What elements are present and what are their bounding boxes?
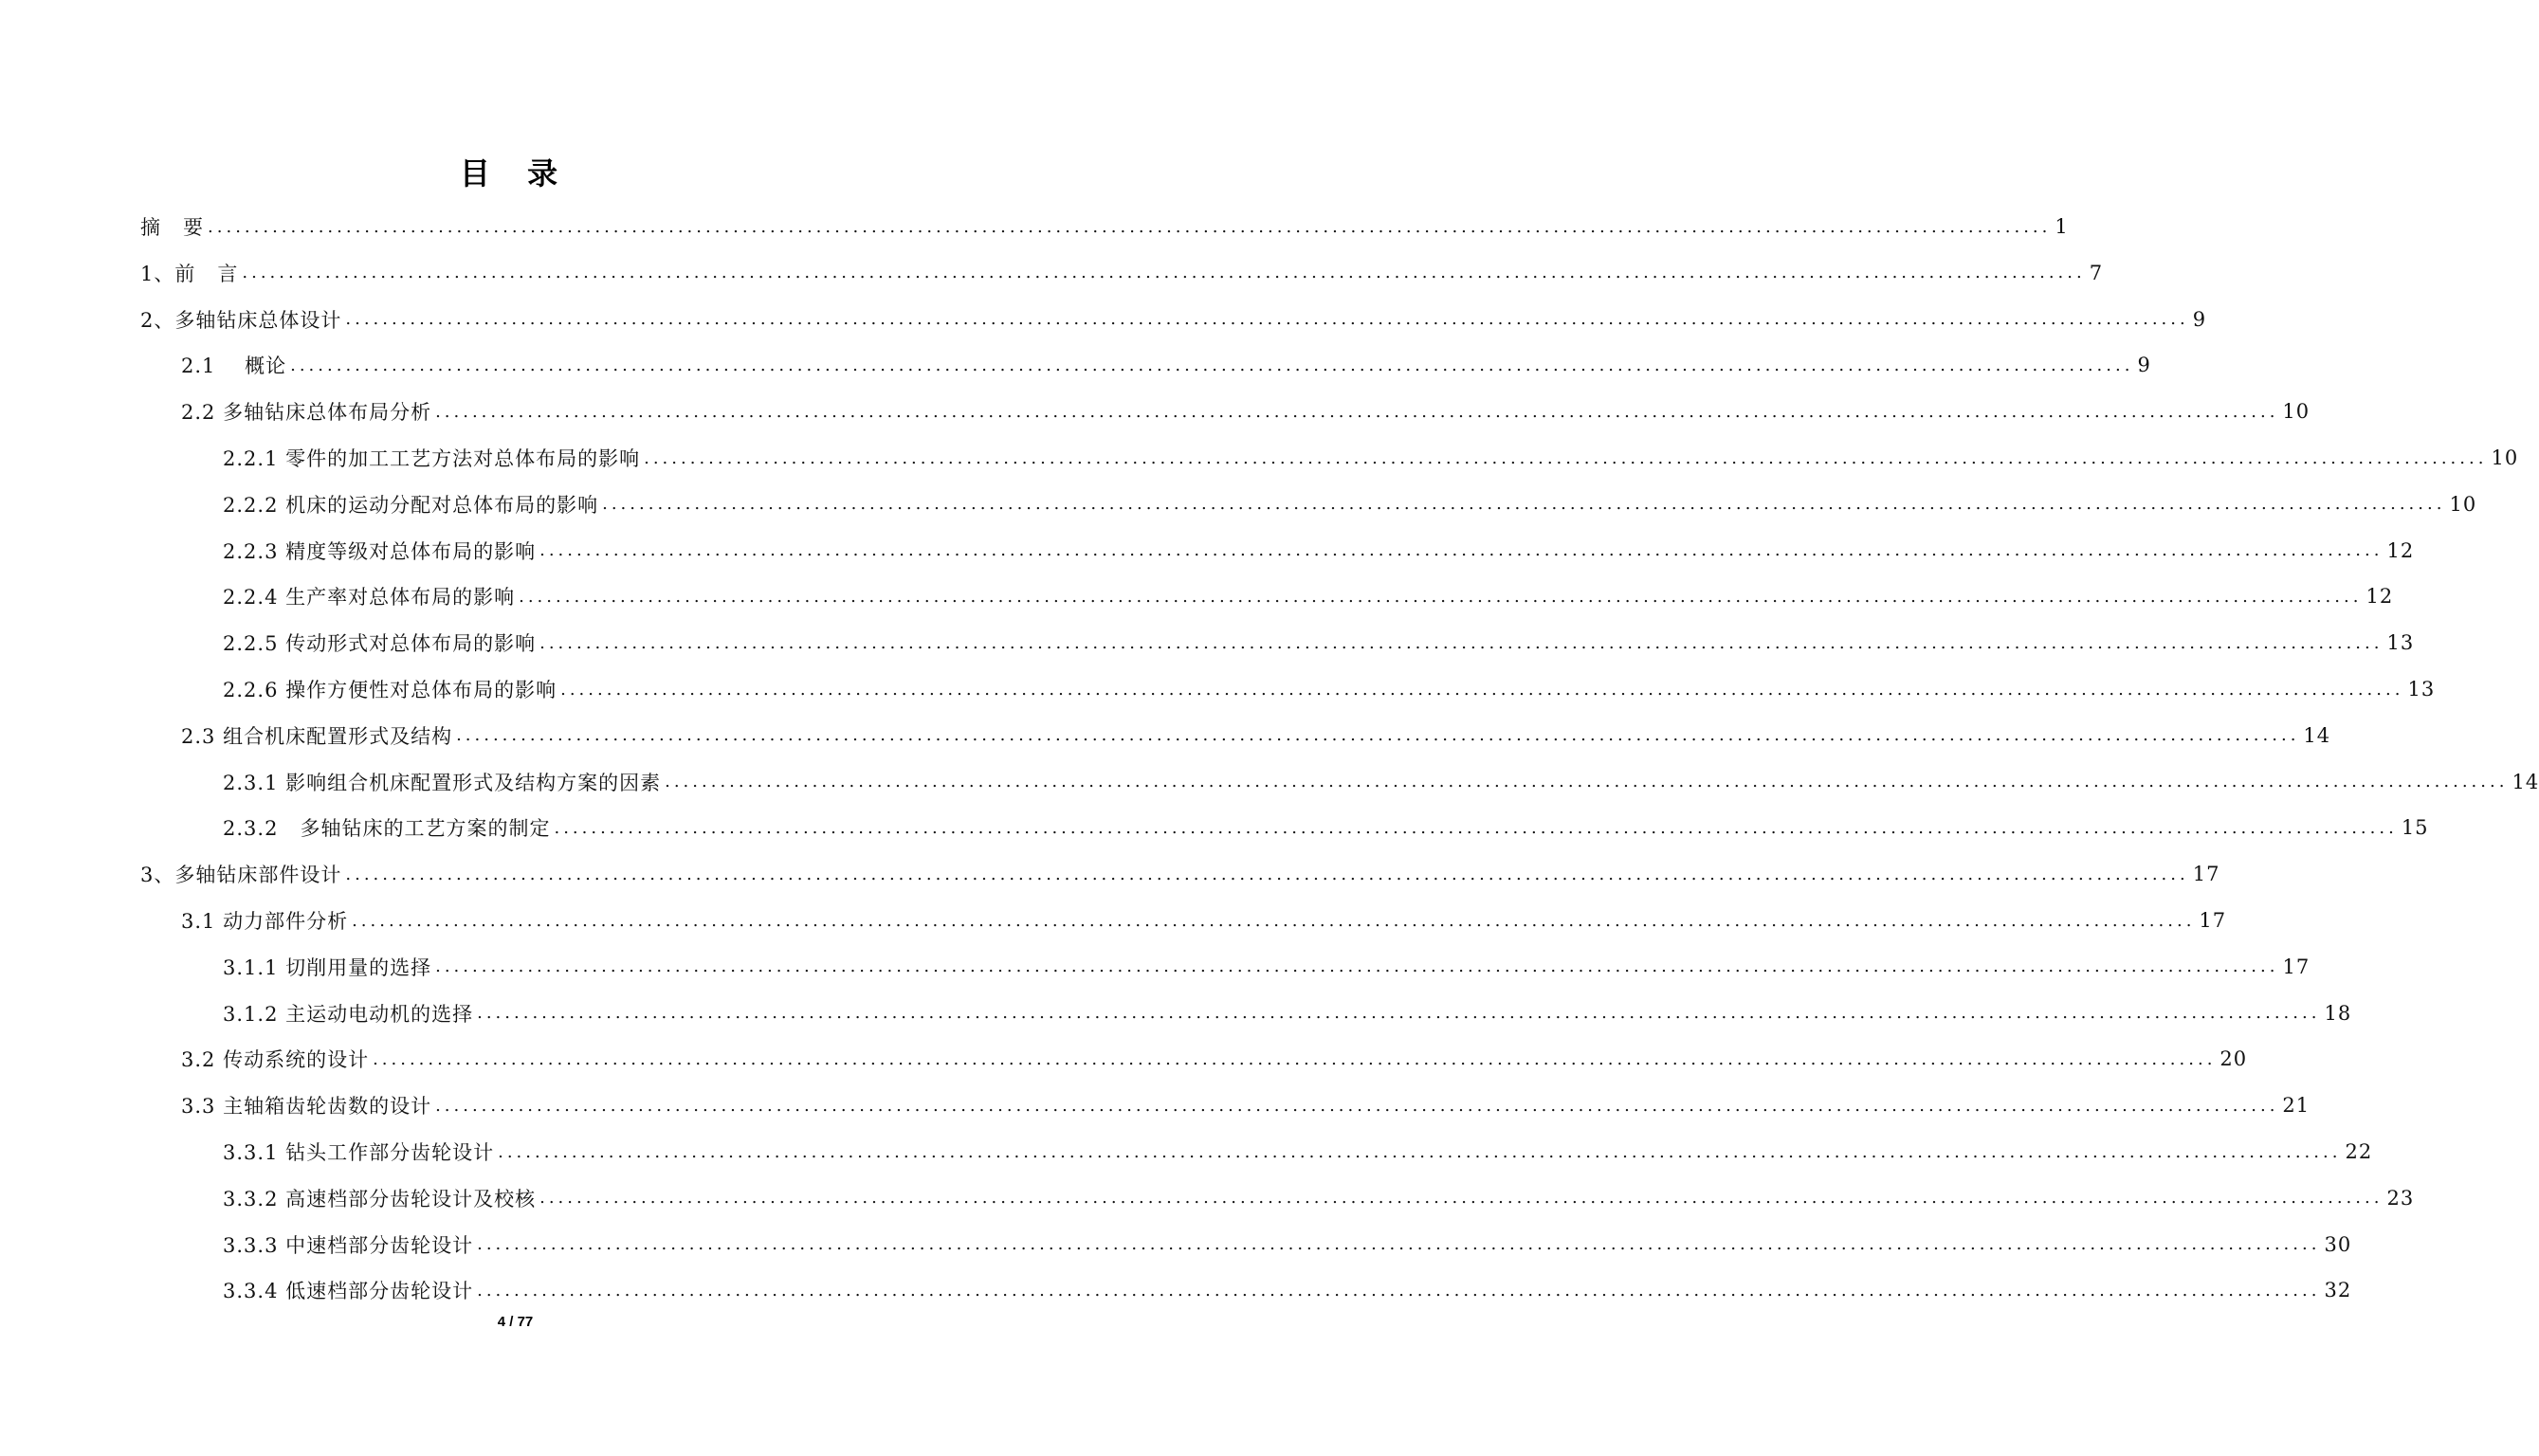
dot-leader: ........................................................................................................................................................................................................ [644, 447, 2488, 468]
toc-entry-page-number: 12 [2365, 585, 2394, 609]
toc-entry-page-number: 10 [2491, 446, 2519, 469]
toc-entry-title: 3.2 传动系统的设计 [181, 1048, 370, 1072]
dot-leader: ........................................................................................................................................................................................................ [435, 401, 2279, 422]
toc-entry[interactable] [223, 435, 2519, 481]
toc-entry-title: 2、多轴钻床总体设计 [140, 308, 342, 332]
dot-leader: ........................................................................................................................................................................................................ [345, 864, 2189, 884]
dot-leader: ........................................................................................................................................................................................................ [373, 1048, 2217, 1069]
toc-entry-title: 3、多轴钻床部件设计 [140, 864, 342, 887]
dot-leader: ........................................................................................................................................................................................................ [435, 1095, 2279, 1116]
toc-entry-title: 2.2.3 精度等级对总体布局的影响 [223, 539, 537, 563]
toc-entry-title: 2.3.2 多轴钻床的工艺方案的制定 [223, 817, 551, 841]
dot-leader: ........................................................................................................................................................................................................ [519, 586, 2363, 607]
dot-leader: ........................................................................................................................................................................................................ [242, 263, 2086, 283]
toc-entry-title: 2.2.4 生产率对总体布局的影响 [223, 586, 516, 610]
toc-entry-page-number: 10 [2449, 492, 2477, 516]
dot-leader: ........................................................................................................................................................................................................ [435, 956, 2279, 977]
dot-leader: ........................................................................................................................................................................................................ [554, 817, 2398, 838]
toc-entry[interactable] [140, 297, 2207, 342]
dot-leader: ........................................................................................................................................................................................................ [477, 1003, 2321, 1024]
toc-entry-title: 3.3.1 钻头工作部分齿轮设计 [223, 1141, 495, 1164]
toc-entry-page-number: 21 [2282, 1094, 2311, 1118]
dot-leader: ........................................................................................................................................................................................................ [208, 216, 2052, 237]
toc-entry[interactable] [140, 250, 2104, 296]
toc-entry[interactable] [223, 666, 2436, 712]
toc-entry-title: 摘 要 [140, 216, 205, 239]
toc-entry[interactable] [223, 1267, 2352, 1313]
dot-leader: ........................................................................................................................................................................................................ [498, 1141, 2342, 1162]
dot-leader: ........................................................................................................................................................................................................ [477, 1234, 2321, 1255]
dot-leader: ........................................................................................................................................................................................................ [539, 632, 2384, 653]
toc-entry[interactable] [223, 1222, 2352, 1267]
dot-leader: ........................................................................................................................................................................................................ [456, 725, 2300, 746]
toc-entry-page-number: 23 [2386, 1186, 2415, 1210]
dot-leader: ........................................................................................................................................................................................................ [539, 540, 2384, 561]
toc-entry[interactable] [223, 944, 2311, 990]
toc-entry-title: 2.2.5 传动形式对总体布局的影响 [223, 632, 537, 656]
toc-entry[interactable] [223, 573, 2394, 619]
toc-entry[interactable] [223, 1175, 2415, 1221]
toc-entry-page-number: 12 [2386, 538, 2415, 562]
toc-entry-title: 2.2.6 操作方便性对总体布局的影响 [223, 679, 557, 701]
dot-leader: ........................................................................................................................................................................................................ [477, 1280, 2321, 1301]
toc-entry-page-number: 17 [2192, 863, 2220, 886]
toc-entry-title: 3.1.1 切削用量的选择 [223, 956, 432, 979]
toc-entry-page-number: 20 [2219, 1047, 2248, 1071]
toc-entry-page-number: 10 [2282, 400, 2311, 424]
toc-entry[interactable] [181, 713, 2331, 758]
toc-entry[interactable] [223, 620, 2415, 665]
toc-entry-page-number: 7 [2089, 261, 2104, 284]
dot-leader: ........................................................................................................................................................................................................ [602, 494, 2446, 515]
toc-entry-title: 2.1 概论 [181, 355, 287, 378]
toc-entry[interactable] [181, 342, 2151, 388]
toc-entry-page-number: 15 [2401, 816, 2429, 840]
dot-leader: ........................................................................................................................................................................................................ [560, 679, 2404, 700]
toc-entry-page-number: 13 [2386, 631, 2415, 655]
toc-entry[interactable] [223, 759, 2539, 805]
dot-leader: ........................................................................................................................................................................................................ [665, 772, 2509, 792]
toc-entry-page-number: 14 [2303, 723, 2331, 747]
toc-entry-title: 3.3.2 高速档部分齿轮设计及校核 [223, 1187, 537, 1210]
toc-entry-page-number: 1 [2055, 215, 2069, 238]
toc-entry-page-number: 22 [2345, 1140, 2373, 1163]
toc-entry[interactable] [181, 1036, 2248, 1082]
toc-entry-page-number: 18 [2324, 1001, 2352, 1025]
toc-entry-title: 2.2 多轴钻床总体布局分析 [181, 401, 432, 425]
toc-entry-page-number: 13 [2407, 678, 2436, 701]
toc-entry[interactable] [223, 482, 2477, 527]
toc-entry-page-number: 17 [2282, 955, 2311, 978]
toc-entry[interactable] [223, 528, 2415, 573]
dot-leader: ........................................................................................................................................................................................................ [290, 355, 2134, 375]
toc-entry-title: 1、前 言 [140, 262, 239, 285]
toc-entry[interactable] [223, 991, 2352, 1036]
toc-entry[interactable] [140, 851, 2220, 897]
toc-entry-page-number: 17 [2199, 909, 2227, 932]
toc-entry-title: 2.3 组合机床配置形式及结构 [181, 724, 453, 748]
toc-entry-page-number: 9 [2137, 354, 2151, 377]
toc-entry[interactable] [223, 1129, 2373, 1174]
toc-entry-title: 3.1.2 主运动电动机的选择 [223, 1002, 474, 1026]
toc-entry-title: 2.2.2 机床的运动分配对总体布局的影响 [223, 493, 599, 517]
dot-leader: ........................................................................................................................................................................................................ [345, 309, 2189, 330]
toc-entry-title: 3.3 主轴箱齿轮齿数的设计 [181, 1095, 432, 1119]
toc-entry[interactable] [181, 389, 2311, 434]
dot-leader: ........................................................................................................................................................................................................ [539, 1188, 2384, 1209]
toc-entry-page-number: 30 [2324, 1232, 2352, 1256]
dot-leader: ........................................................................................................................................................................................................ [352, 910, 2196, 931]
toc-entry[interactable] [181, 1083, 2311, 1128]
toc-entry-title: 3.3.4 低速档部分齿轮设计 [223, 1280, 474, 1303]
toc-entry-title: 3.1 动力部件分析 [181, 910, 349, 933]
toc-entry-page-number: 9 [2192, 307, 2207, 331]
toc-entry[interactable] [140, 204, 2069, 249]
toc-entry-page-number: 32 [2324, 1279, 2352, 1302]
page-number-footer: 4 / 77 [497, 1314, 534, 1330]
toc-entry[interactable] [181, 898, 2227, 943]
toc-entry-title: 2.2.1 零件的加工工艺方法对总体布局的影响 [223, 447, 641, 470]
toc-entry-page-number: 14 [2512, 770, 2539, 793]
page-title: 目 录 [459, 155, 572, 191]
toc-entry[interactable] [223, 805, 2429, 850]
toc-entry-title: 3.3.3 中速档部分齿轮设计 [223, 1233, 474, 1257]
toc-entry-title: 2.3.1 影响组合机床配置形式及结构方案的因素 [223, 771, 662, 794]
